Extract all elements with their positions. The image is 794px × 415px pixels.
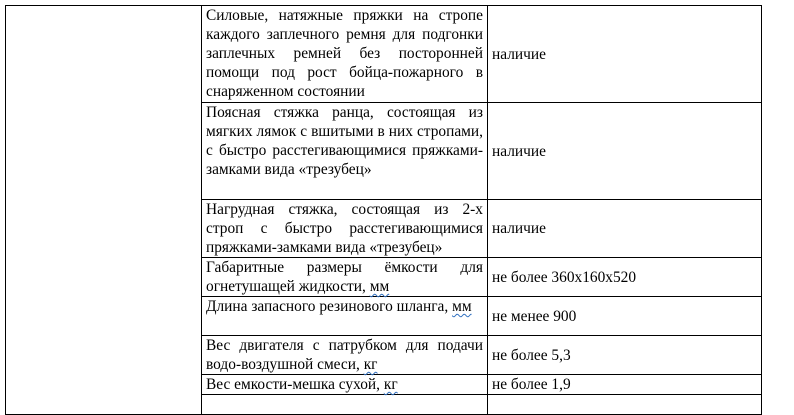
value-text: не более 360х160х520 xyxy=(492,268,637,286)
unit-text: мм xyxy=(452,298,472,315)
param-text: Нагрудная стяжка, состоящая из 2-х строп с быстро расстегивающимися пряжками-замками вида «трезубец» xyxy=(206,201,483,256)
param-text: Поясная стяжка ранца, состоящая из мягких лямок с вшитыми в них стропами, с быстро расстегивающимися пряжками-замками вида «трезубец» xyxy=(206,104,483,178)
value-cell xyxy=(488,336,762,375)
param-cell xyxy=(202,103,488,200)
table-row xyxy=(6,6,762,103)
value-cell xyxy=(488,375,762,395)
value-cell xyxy=(488,200,762,258)
unit-text: кг xyxy=(383,376,398,393)
unit-text: мм xyxy=(369,278,390,295)
param-text: Габаритные размеры ёмкости для огнетушащей жидкости, xyxy=(206,259,483,295)
unit-text: кг xyxy=(363,356,378,373)
param-cell xyxy=(202,6,488,103)
param-cell xyxy=(202,258,488,297)
value-cell xyxy=(488,297,762,336)
param-cell xyxy=(202,200,488,258)
value-text: наличие xyxy=(492,45,546,63)
param-text: Вес емкости-мешка сухой, xyxy=(206,376,380,393)
value-text: не менее 900 xyxy=(492,307,577,325)
param-text: Длина запасного резинового шланга, xyxy=(206,298,449,315)
value-cell xyxy=(488,103,762,200)
value-cell xyxy=(488,6,762,103)
value-cell xyxy=(488,258,762,297)
param-cell xyxy=(202,375,488,395)
value-text: не более 1,9 xyxy=(492,376,571,393)
param-cell xyxy=(202,336,488,375)
value-text: наличие xyxy=(492,142,546,160)
param-cell xyxy=(202,297,488,336)
value-text: наличие xyxy=(492,220,546,237)
param-text: Вес двигателя с патрубком для подачи водо-воздушной смеси, xyxy=(206,337,483,373)
section-cell xyxy=(6,6,202,415)
param-text: Силовые, натяжные пряжки на стропе каждого заплечного ремня для подгонки заплечных ремней без посторонней помощи под рост бойца-пожарного в снаряженном состоянии xyxy=(206,7,483,100)
spec-table xyxy=(5,5,762,415)
value-text: не более 5,3 xyxy=(492,346,571,364)
